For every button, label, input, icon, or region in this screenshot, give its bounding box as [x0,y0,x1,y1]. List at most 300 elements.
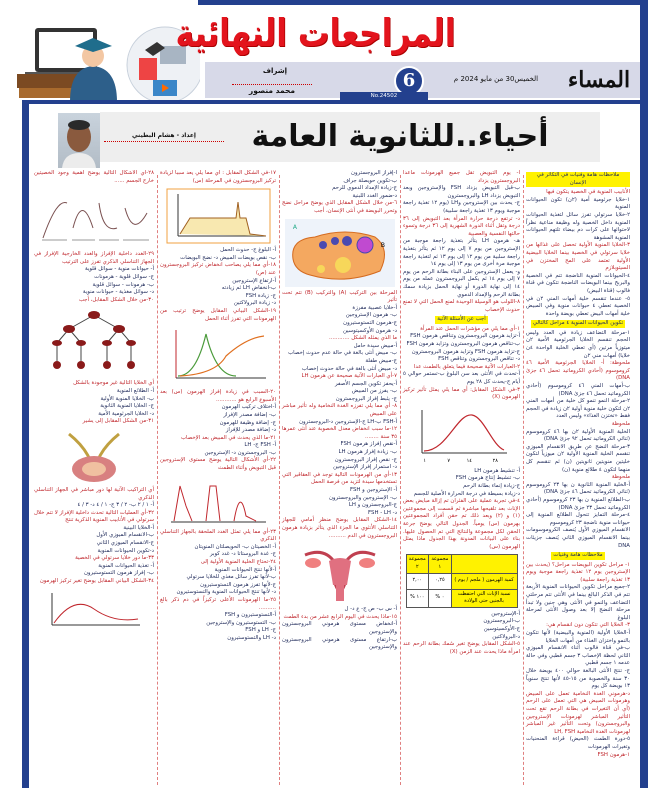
ovary-diagram [285,219,395,287]
body-text: ١-مرحلة التضاعف زيادة في العدد وليس الحجم تنقسم الخلايا الجرثومية الأمية ٢ن ميتوزياً مرتين (أي تعطي الخلية الواحدة ٤ن خلايا) أمهات مني ٢ن [526,329,630,359]
body-text: ب-البروجسترون [483,618,520,625]
experiment-table [406,554,518,607]
body-text: أ-الخلية المنوية الثانوية ن بها ٢٣ كروموسوم (ثنائي الكروماتيد تحمل ٤٦ جزئ DNA) [526,481,630,496]
text-block [403,641,520,656]
text-block [403,238,520,268]
body-text: ج-زيادة الإمداد الدموي للرحم [332,185,397,192]
question-text: د-هرموني الغدة النخامية تعمل على المبيض وهرمونات المبيض هي التي تعمل على الرحم (أي أن التغيرات في بطانة الرحم تقع تحت التأثير المباشر لهرمونات الإستروجين والبروجسترون) وتحت التأثير غير المباشر لهرمونات الغدة النخامية LH, FSH [526,690,630,735]
text-block [282,381,397,389]
question-text: ١- مراحل تكوين البويضات مراحل؟ (يحدث بين الإستروجين يوم ١٢ تغذية راجعة موجبة ويوم ١٣ تغذية راجعة سلبية) [526,561,630,583]
section-heading: ملاحظات هامة وفنيات في التكاثر في الإنسان [526,172,630,187]
text-block [34,396,154,404]
text-block [160,300,276,308]
text-block [160,612,276,620]
issue-date-box [435,75,557,83]
x-tick: ٢٨ [492,457,498,464]
table-header: مجموعة ١ [429,555,452,573]
question-text: ٣-الخلايا المنوية الأولية تحصل على غذائها من خلايا سرتولي في الخصية بينما الخلايا البيضية الأولية تعتمد على المح المختزن في السيتوبلازم [526,242,630,272]
text-block [403,483,520,491]
text-block [34,578,154,586]
question-text: ٣٣-ما دور خلايا سرتولي في الخصية [75,555,154,562]
body-text: د- هرمون الأوكسيتوسين [342,327,397,334]
body-text: أ-اختلاف تركيب الهرمون [221,404,276,411]
text-block [282,335,397,343]
body-text: د- لأنها تنتج الحيوانات المنوية والتستوستيرون [176,589,276,596]
question-text: ٢٢-أي الأشكال التالية يوضح مستوى الإستروجين قبل التبويض وأثناء الطمث [160,457,276,472]
text-block [403,491,520,499]
body-text: أ-إفراز البروجسترون [351,170,397,176]
text-block [282,495,397,503]
text-block [34,540,154,548]
body-text: أ-انخفاض مستوى هرموني البروجسترون والإستروجين [282,621,397,635]
body-text: ب-تكوين حويصلة جراف [343,177,397,184]
body-text: د- LH والتستوستيرون [227,634,276,641]
body-text: أ-تزايد هرمون البروجسترون وتناقص هرمون FSH [410,333,520,340]
body-text: ب-انخفاض LH ثم زيادته [221,285,276,292]
section-heading: أجب عن الأسئلة الآتية [437,316,486,323]
text-block [160,551,276,559]
question-text: ٢١-ما الذي يحدث في المبيض بعد الإخصاب [180,434,276,441]
body-text: ٤-مرحلة التمايز تتحول الطلائع المنوية إلى حيوانات منوية ناضجة ٢٣ كروموسوم [526,512,630,526]
body-text: أ-ارتفاع الإستروجين [232,277,276,284]
body-text: أ-الخلايا الأولية (المنوية والبيضية) لأنها تتكون بالنمو واختزان الغذاء من أمهات الخلايا [526,630,630,644]
body-text: ج-مبيض طفلة [365,357,397,364]
body-text: أ-تحدث في الأنثى بعد سن البلوغ ب-تستمر حوالي ٥ أيام ج-يحدث كل ٢٨ يوم [403,371,520,386]
question-text: ٤-في تجربة عملية على الفئران تم إزالة مبايض بعض الإناث بعد تلقيحها مباشرة ثم قسمت إلى مجموعتين (١) و (٢) وبعد ذلك تم حقن أفراد المجموعتين بهرمون (س) يومياً. الجدول التالي يوضح جرعة الحقن لكل مجموعة والنتائج التي تم الحصول عليها. بناء على البيانات المدونة بهذا الجدول ماذا يمثل الهرمون (س) [403,498,520,550]
text-block [34,570,154,578]
text-block [282,487,397,495]
x-tick: ١ [422,457,426,464]
text-block [403,299,520,314]
x-tick: ١٤ [466,457,472,464]
table-cell: ٠ % [429,589,452,607]
table-cell: ٠,٢٥ [429,573,452,589]
text-block [160,597,276,612]
body-text: ج-لأنها تفرز هرمون التستوستيرون [200,581,276,588]
column-divider [523,175,524,785]
progesterone-graph [166,188,271,244]
article-column-2 [400,170,523,788]
temperature-graphs [37,188,152,248]
text-block [526,383,630,398]
question-text: ٣٠-من خلال الشكل المقابل، أجب [78,296,154,303]
question-text: أي الخلايا التالية غير موجودة بالشكل [73,380,154,387]
text-block [34,388,154,396]
body-text: ج-هرمون التستوستيرون [343,319,397,326]
text-block [34,532,154,540]
body-text: د- الخلايا الجرثومية الأمية [98,410,154,417]
text-block [526,429,630,444]
question-text: ٦-من خلال الشكل المقابل الذي يوضح مراحل نضج وتحرر البويضة في أنثى الإنسان، أجب [282,200,397,214]
text-block [403,634,520,642]
text-block [282,606,397,614]
text-block [282,637,397,652]
text-block [282,358,397,366]
body-text: د-ضمور الغدد اللبنية [352,192,397,199]
text-block [403,475,520,483]
body-text: أ- FSH ج- LH [244,442,276,449]
body-text: د- استمرار إفراز الإستروجين [333,464,397,471]
text-block [160,247,276,255]
column-divider [157,175,158,785]
text-block [526,645,630,668]
text-block [526,562,630,585]
body-text: ب-في قناة فالوب أثناء الانقسام الميوزي الثاني لحظة الإخصاب ٣ جسم قطبي وفي حالة عدمه ١ جسم قطبي [526,645,630,667]
question-text: ملحوظة [611,474,630,481]
text-block [526,242,630,272]
body-text: أ-مبيض سيدة حامل [353,342,397,349]
question-text: ملحوظة: أ- الخلايا الجرثومية الأمية ٤٦ كروموسوم (أحادي الكروماتيد تحمل ٤٦ جزئ DNA) [526,360,630,382]
body-text: ٢-خلايا سرتولي تفرز سائل لتغذية الحيوانات المنوية داخل الخصية وله وظيفة مناعية نظراً لاحتوائها على كرات دم بيضاء تلتهم الحيوانات المنوية المشوهة [526,211,630,241]
text-block [403,333,520,341]
question-text: ٣-في الشكل المقابل: أي مما يلي يمثل تأثير تركيز الهرمون (X) [403,386,520,401]
text-block [526,318,630,330]
text-block [160,627,276,635]
text-block [403,341,520,349]
text-block [526,482,630,497]
table-cell: نسبة الإناث التي احتفظت بالجنين حتى الولادة [451,589,517,607]
question-text: ٢٥-ما الهرمونات الأعلى تركيزاً في دم ذكر بالغ .......... [160,597,276,611]
left-frame-bar [22,100,29,788]
text-block [282,290,397,305]
text-block [403,200,520,215]
text-block [282,312,397,320]
text-block [34,251,154,266]
body-text: أ- البلوغ ج- حدوث الحمل [220,247,276,254]
text-block [34,548,154,556]
question-text: ٨- أي مما يلي تفرزه الغدة النخامية وله تأثير مباشر على المبيض [282,403,397,418]
article-column-5 [31,170,157,788]
body-text: ب- هرمونات - سوائل قلوية [92,281,154,288]
article-column-4 [157,170,279,788]
body-text: أ- الخصيتان ب- الحويصلتان المنويتان [194,543,276,550]
body-text: ب- الإستروجين والبروجسترون [328,494,397,501]
body-text: ٢-مرحلة النمو تنمو كل خلية من أمهات المني ٢ن لتكون خلية منوية أولية ٢ن زيادة في الحجم فقط «تختزن الغذاء» وليس العدد [526,398,630,420]
body-text: أ-الإستروجين [491,610,520,617]
text-block [526,360,630,383]
text-block [160,404,276,412]
text-block [34,403,154,411]
body-text: و- يعمل الإستروجين على البناء بطانة الرحم من يوم ٧ إلى يوم ١٤ ثم يكمل البروجسترون عمله من يوم ١٤ إلى نهاية الدورة أو نهاية الحمل بزيادة سمك بطانة الرحم والإمداد الدموي [403,268,520,298]
right-frame-bar [640,0,648,788]
text-block [160,574,276,582]
body-text: ج- الخلايا المنوية الثانوية [100,403,154,410]
question-text: د- ترتفع درجة حرارة المرأة بعد التبويض إلى ٣٦ درجة وتقل أثناء الدورة الشهرية إلى ٣٦ درجة وتسوء حالتها النفسية والعصبية [403,215,521,237]
text-block [160,635,276,643]
question-text: ٢-العبارات الآتية صحيحة فيما يتعلق بالطمث عدا [413,363,520,370]
question-text: ٢٣-أي مما يلي تمثل الغدد الملحقة بالجهاز التناسلي الذكري [160,528,276,543]
text-block [34,289,154,297]
question-text: ١٢-ما سبب انخفاض معدل الخصوبة عند أنثى عمرها ٣٥ سنة ........ [282,426,397,440]
text-block [282,441,397,449]
text-block [34,563,154,571]
body-text: ب- إفراز هرمون التستوستيرون [83,570,154,577]
question-text: ٥-الشكل المقابل يوضح تغير سُمك بطانة الرحم عند امرأة ماذا يحدث عند الزمن (X) [403,641,520,655]
body-text: أ-نقص إفراز هرمون FSH [340,441,397,448]
text-block [282,472,397,487]
issue-number: No.24502 [340,92,428,100]
body-text: أ-لأنها تنتج الحيوانات المنوية [214,566,276,573]
hormone-curve-figure [412,405,512,465]
text-block [403,468,520,476]
text-block [160,278,276,286]
issue-date: الخميس30 من مايو 2024 م [453,75,539,83]
question-text: ٨-اللولب هو الوسيلة الوحيدة لمنع الحمل التي لا تمنع حدوث الإخصاب [403,299,520,313]
supplement-title-box [175,8,485,58]
text-block [526,330,630,360]
label-a: A [292,223,297,231]
text-block [160,389,276,404]
body-text: ج- نقص إفراز البروجسترون [334,456,397,463]
question-text: ٣١-من الشكل المقابل إلى يشير [82,418,154,425]
female-reproductive-diagram [295,543,385,603]
text-block [526,444,630,474]
text-block [34,282,154,290]
body-text: د-البرولاكتين [492,633,520,640]
body-text: هـ- هرمون LH يتأثر بتغذية راجعة موجبة من الإستروجين من يوم ٧ إلى يوم ١٢ ثم يتأثر بتغذية راجعة سلبية من يوم ١٢ إلى يوم ١٣ ثم لتغذية راجعة موجبة مرة أخرى من يوم ١٣ إلى يوم ١٤ [403,238,520,268]
question-text: المرحلة بين التركيب (A) والتركيب (B) تتم تحت تأثير [282,289,397,304]
body-text: ٥-دورة الطمث (الحيض) قراءة المنحنيات وتغيرات الهرمونات [526,736,630,750]
text-block [160,262,276,277]
body-text: ٤-الحيوانات المنوية الناضجة تتم في الخصية والبربخ بينما البويضات الناضجة تتكون في قناة فالوب (قناة البيض) [526,272,630,294]
body-text: ب-الطلائع المنوية ن بها ٢٣ كروموسوم (أحادي الكروماتيد تحمل ٢٣ جزئ DNA) [526,496,630,511]
body-text: د- FSH - LH [368,509,397,516]
body-text: ج-الانقسام الميوزي الثاني [96,540,154,547]
body-text: ب- الخلايا المنوية الأولية [100,395,154,402]
body-text: أ- حيوانات منوية - سوائل قلوية [84,266,154,273]
column-divider [279,175,280,785]
question-text: أ- يوم التبويض تقل جميع الهرمونات ماعدا البروجسترون يزداد [403,170,520,184]
question-text: ٢٤-تحتاج الخلية المنوية الأولية إلى [200,559,276,566]
text-block [34,555,154,563]
text-block [526,584,630,622]
header-border [198,0,648,5]
text-block [526,398,630,421]
body-text: ب- زيادة إفراز هرمون LH [338,449,397,456]
question-text: ٣٢-أي العمليات التالية تحدث داخلية الإفراز لا تتم خلال سرتولي في الأنابيب المنوية الذكرية تنتج [34,509,154,524]
body-text: أ- الطلائع المنوية [116,387,154,394]
body-text: ب- التستوستيرون والإستروجين [206,619,276,626]
body-text: ب- البروجسترون د- الإستروجين [204,449,276,456]
author-photo [58,113,100,168]
text-block [160,589,276,597]
text-block [526,622,630,630]
body-text: ب-تناقص هرمون البروجسترون وتزايد هرمون FSH [406,341,520,348]
question-text: ٢٩-الغدد داخلية الإفراز والغدد الخارجية الإفراز في الجهاز التناسلي الذكري تفرز على الترتيب [34,251,154,265]
text-block [282,366,397,374]
text-block [526,550,630,562]
body-text: ب-قبل التبويض يزداد FSH والإستروجين وبعد التبويض يزداد LH والبروجسترون [403,185,520,199]
text-block [282,320,397,328]
question-text: ٣٤-الشكل البياني المقابل يوضح تغير تركيز الهرمون [39,578,154,585]
body-text: أ- س ب- ص ج- ع د- ل [344,606,397,613]
text-block [34,266,154,274]
text-block [282,502,397,510]
body-text: د- زيادة البرولاكتين [233,300,276,307]
text-block [34,502,154,510]
text-block [282,373,397,381]
newspaper-logo: المساء [567,67,631,93]
body-text: الانقسام الميوزي الأول يُنصف الكروموسومات بينما الانقسام الميوزي الثاني يُنصف جزيئات DNA [526,527,630,549]
text-block [160,529,276,544]
text-block [160,308,276,323]
text-block [160,442,276,450]
text-block [403,185,520,200]
body-text: ج- تنتج الأنثى البالغة حوالي ٤٠٠ بويضة خلال ٣٠ سنة والخصوبة من ١٥-٤٥ لأنها تنتج سنوياً ١٣ بويضة كل يوم [526,668,630,690]
text-block [526,197,630,212]
text-block [282,426,397,441]
question-text: الأنابيب المنوية في الخصية يتكون فيها [546,189,630,196]
body-text: د- تناقص البروجسترون وتناقص FSH [438,356,520,363]
body-text: ب- نقص بويضات المبيض د- نضج البويضات [180,254,276,261]
body-text: ج-البروجسترون و LH [348,502,397,509]
body-text: أ-FSH ب-LH ج-الإستروجين د-البروجسترون [299,418,397,425]
article-column-1 [523,170,633,788]
text-block [403,498,520,551]
body-text: ب-أمهات المني ٤٦ كروموسوم (أحادي الكروماتيد تحمل ٤٦ جزئ DNA) [526,383,630,397]
question-text: ٢٨-أي الأشكال التالية يوضح أهمية وجود الخصيتين خارج الجسم ...... [34,170,154,184]
text-block [34,297,154,305]
body-text: أ- تغذية الحيوانات المنوية [98,562,154,569]
text-block [526,512,630,527]
text-block [282,200,397,215]
text-block [160,457,276,472]
text-block [526,736,630,751]
body-text: الخلية المنوية الأولية ٢ن بها ٤٦ كروموسوم (ثنائي الكروماتيد تحمل ٩٢ جزئ DNA) [526,428,630,443]
text-block [403,618,520,626]
body-text: ج- يثبط إفراز البروجسترون [335,395,397,402]
text-block [403,626,520,634]
body-text: أ-التستوستيرون و FSH [224,612,276,619]
body-text: أ-الخلايا البينية [123,524,154,531]
text-block [282,305,397,313]
question-text: ١-أي مما يلي من مؤشرات الحمل عند المرأة [420,325,520,332]
text-block [526,752,630,760]
pregnancy-hormones-graph [166,326,271,386]
question-text: ١٧-في الشكل المقابل : أي مما يلي يعد سبباً لزيادة تركيز البروجسترون في المرحلة (س) [160,170,276,184]
text-block [526,212,630,242]
text-block [160,420,276,428]
text-block [403,349,520,357]
table-cell: ٢,٠٠ [406,573,429,589]
question-text: أي التراكيب الآتية لها دور مباشر في الجهاز التناسلي الذكري [34,486,154,501]
section-heading: ملاحظات هامة وفنيات [553,552,603,559]
text-block [526,630,630,645]
text-block [526,474,630,482]
text-block [403,216,520,239]
section-border [22,100,648,104]
body-text: ب-الانقسام الميوزي الأول [96,532,154,539]
body-text: أ- تنشيط هرمون LH [474,467,520,474]
label-b: B [380,241,385,249]
body-text: ج- سوائل قلوية - هرمونات [94,273,154,280]
text-block [526,170,630,189]
text-block [403,387,520,402]
body-text: ب- إضافة مصدر الإفراز [223,411,276,418]
section-heading: تكوين الحيوانات المنوية ٤ مراحل كالتالي [532,320,624,327]
text-block [282,403,397,418]
text-block [282,178,397,186]
article-column-3 [279,170,400,788]
text-block [526,421,630,429]
text-block [526,527,630,550]
page-number-badge: 6 [394,66,424,96]
text-block [282,449,397,457]
text-block [526,189,630,197]
body-text: د- مبيض أنثى بالغة في حالة حدوث إخصاب [301,365,397,372]
text-block [34,170,154,185]
body-text: ب-ارتفاع مستوى هرموني البروجسترون والإستروجين [282,636,397,651]
text-block [160,559,276,567]
text-block [34,274,154,282]
supplement-title: المراجعات النهائية [175,11,456,55]
text-block [160,170,276,185]
text-block [160,427,276,435]
text-block [526,691,630,737]
body-text: ج- يحدث بين الإستروجين وLH (يوم ١٢ تغذية راجعة موجبة ويوم ١٣ تغذية راجعة سلبية) [403,200,521,214]
column-divider [400,175,401,785]
body-text: أ- ١ / ٢ ب- ٢ / ٣ ج- ١ / ٤ د- ٣ / ٤ [77,502,154,509]
question-text: ١٩-الشكل البياني المقابل يوضح ترتيب من الهرمونات التي تفرز أثناء الحمل [160,307,276,322]
text-block [34,380,154,388]
section-title: أحياء..للثانوية العامة [251,119,549,154]
author-credit-box [104,132,224,142]
text-block [282,621,397,636]
text-block [282,185,397,193]
text-block [403,356,520,364]
body-text: أ-يحفز تكوين الجسم الأصفر [335,380,397,387]
text-block [526,273,630,296]
body-text: ج-تزايد هرمون FSH وتزايد هرمون البروجسترون [411,348,520,355]
body-text: ب- مبيض أنثى بالغة في حالة عدم حدوث إخصاب [288,350,397,357]
body-text: ب-لأنها تفرز سائل مغذي للخلايا سرتولي [186,574,276,581]
body-text: ج- LH و FSH [245,627,276,634]
text-block [403,269,520,299]
author-credit: إعداد - هشام البطيني [131,132,196,139]
text-block [403,371,520,386]
body-text: ج-الأوكسيتوسين [483,625,520,632]
x-tick: ٧ [446,457,450,464]
male-reproductive-diagram [49,429,139,484]
text-block [403,170,520,185]
text-block [282,517,397,540]
text-block [526,668,630,691]
question-text: ١٤-الشكل المقابل يوضح منظر أمامي للجهاز التناسلي الأنثوي ما الجزء الذي يتأثر بزيادة هرمون البروجسترون في الدم .......... [282,517,397,539]
body-text: د-تكوين الحيوانات المنوية [97,547,154,554]
text-block [160,620,276,628]
text-block [526,296,630,319]
estrogen-graphs [166,476,271,526]
body-text: د-زيادة بسيطة في درجة الحرارة الأصلية للجسم [413,490,520,497]
body-text: د- سوائل مغذية - حيوانات منوية [82,289,154,296]
table-cell: ١٠٠ % [406,589,429,607]
text-block [282,457,397,465]
body-text: أ- الإستروجين و FSH [349,487,397,493]
body-text: ج-زيادة إنماء بطانة الرحم [463,483,520,489]
table-header: مجموعة ٢ [406,555,429,573]
text-block [160,285,276,293]
section-title-wrap [250,112,550,162]
text-block [282,350,397,358]
body-text: ٢-جميع مراحل تكوين الحيوانات المنوية الأربعة تتم في الذكر البالغ بينما في الأنثى تتم مرحلتي التضاعف والنمو في الأنثى وهي جنين ولا تبدأ مرحلة النضج إلا بعد وصول الأنثى لمرحلة البلوغ [526,584,630,621]
body-text: أ-خلايا عصبية مفرزة [352,304,397,311]
question-text: ١٨-أي مما يلي يصاحب انخفاض تركيز البروجسترون عند (ص) [160,262,276,276]
question-text: ٣- الخلايا التي تتكون دون انقسام هي: [546,622,630,629]
question-text: ٢٠-السبب في زيادة إفراز الهرمون (س) بعد الأسبوع الرابع هو ............ [160,389,276,403]
text-block [160,412,276,420]
text-block [34,487,154,502]
hormone-level-graph [44,589,144,629]
